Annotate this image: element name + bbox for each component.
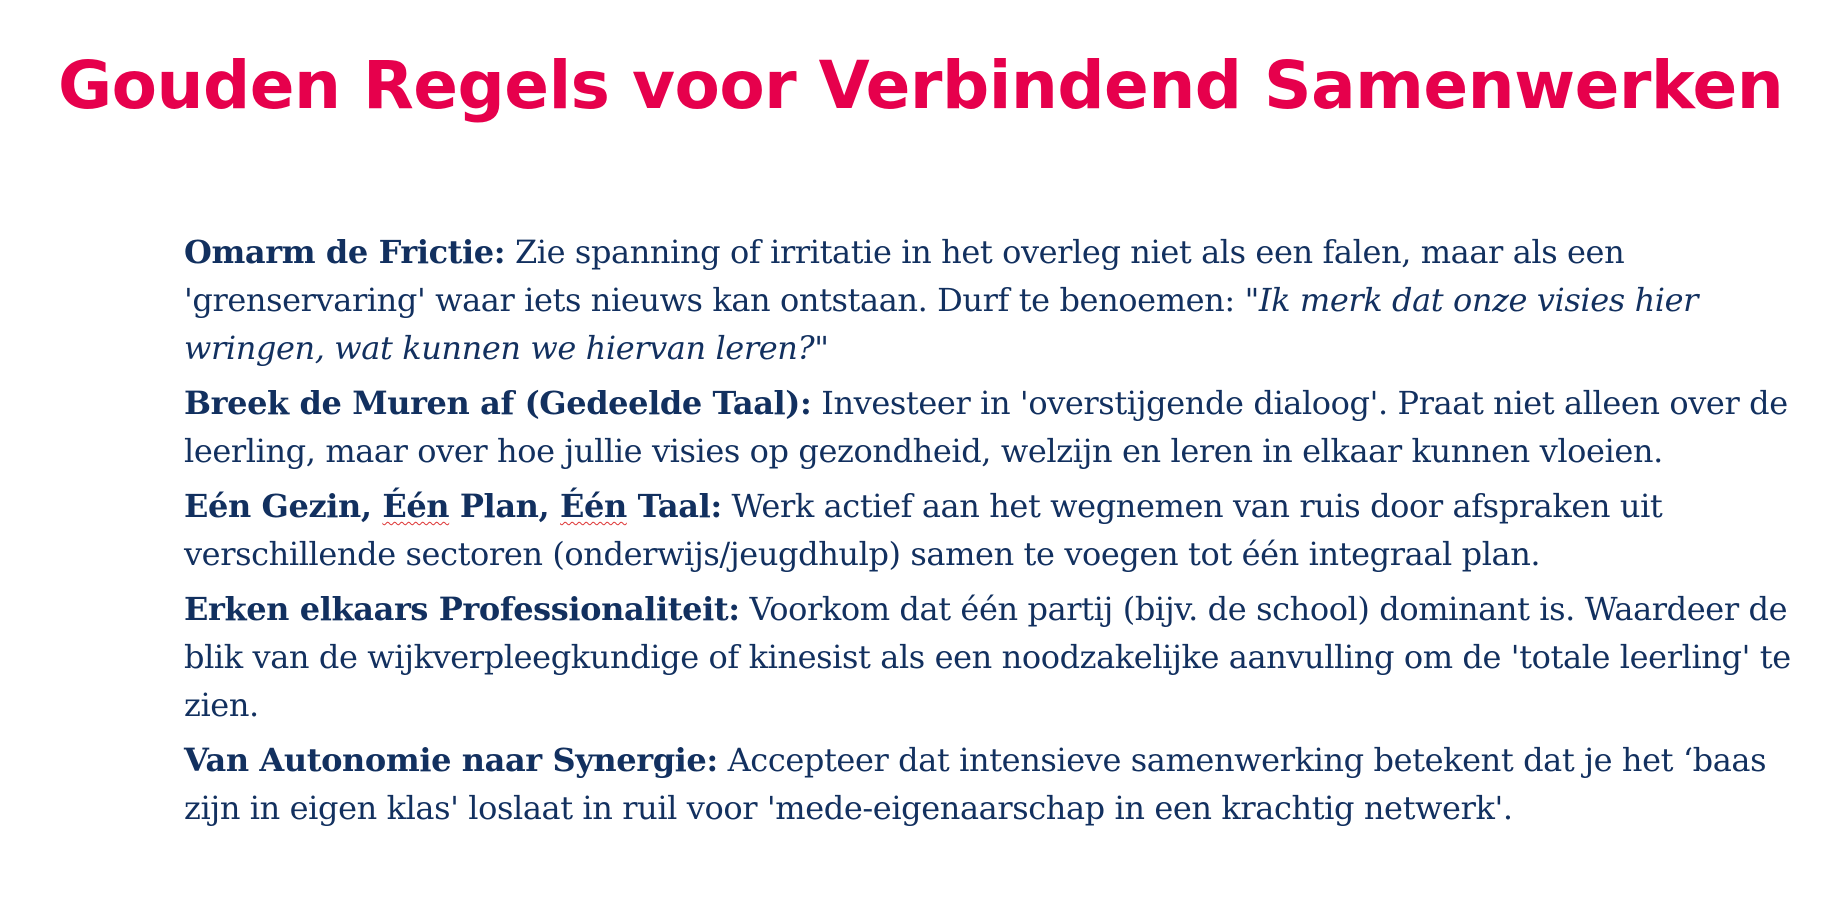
rule-heading: [184, 487, 722, 525]
rule-quote: "Ik merk dat onze visies hier wringen, wat kunnen we hiervan leren?": [184, 281, 1699, 367]
slide-title: Gouden Regels voor Verbindend Samenwerken: [58, 47, 1784, 124]
rule-heading-part: Taal:: [626, 487, 722, 525]
rule-text: Voorkom dat één partij (bijv. de school) dominant is. Waardeer de blik van de wijkverpleegkundige of kinesist als een noodzakelijke aanvulling om de 'totale leerling' te zien.: [184, 590, 1791, 724]
rule-heading: Van Autonomie naar Synergie:: [184, 741, 718, 779]
rule-heading: Breek de Muren af (Gedeelde Taal):: [184, 384, 812, 422]
rule-heading-part: Één: [560, 487, 627, 525]
rule-heading-part: Eén Gezin,: [184, 487, 383, 525]
rule-text: Investeer in 'overstijgende dialoog'. Praat niet alleen over de leerling, maar over hoe jullie visies op gezondheid, welzijn en leren in elkaar kunnen vloeien.: [184, 384, 1788, 470]
rule-heading: Erken elkaars Professionaliteit:: [184, 590, 740, 628]
rules-list: [184, 228, 1824, 839]
rule-item-omarm-de-frictie: [184, 228, 1824, 372]
rule-item-breek-de-muren-af: [184, 379, 1824, 475]
rule-text: Zie spanning of irritatie in het overleg niet als een falen, maar als een 'grenservaring' waar iets nieuws kan ontstaan. Durf te benoemen:: [184, 233, 1625, 319]
rule-text: Accepteer dat intensieve samenwerking betekent dat je het ‘baas zijn in eigen klas' loslaat in ruil voor 'mede-eigenaarschap in een krachtig netwerk'.: [184, 741, 1767, 827]
rule-item-van-autonomie-naar-synergie: [184, 736, 1824, 832]
rule-heading-part: Één: [382, 487, 450, 525]
rule-heading: Omarm de Frictie:: [184, 233, 506, 271]
rule-item-een-gezin: [184, 482, 1824, 578]
rule-text: Werk actief aan het wegnemen van ruis door afspraken uit verschillende sectoren (onderwijs/jeugdhulp) samen te voegen tot één integraal plan.: [184, 487, 1663, 573]
rule-item-erken-professionaliteit: [184, 585, 1824, 729]
rule-heading-part: Plan,: [449, 487, 560, 525]
